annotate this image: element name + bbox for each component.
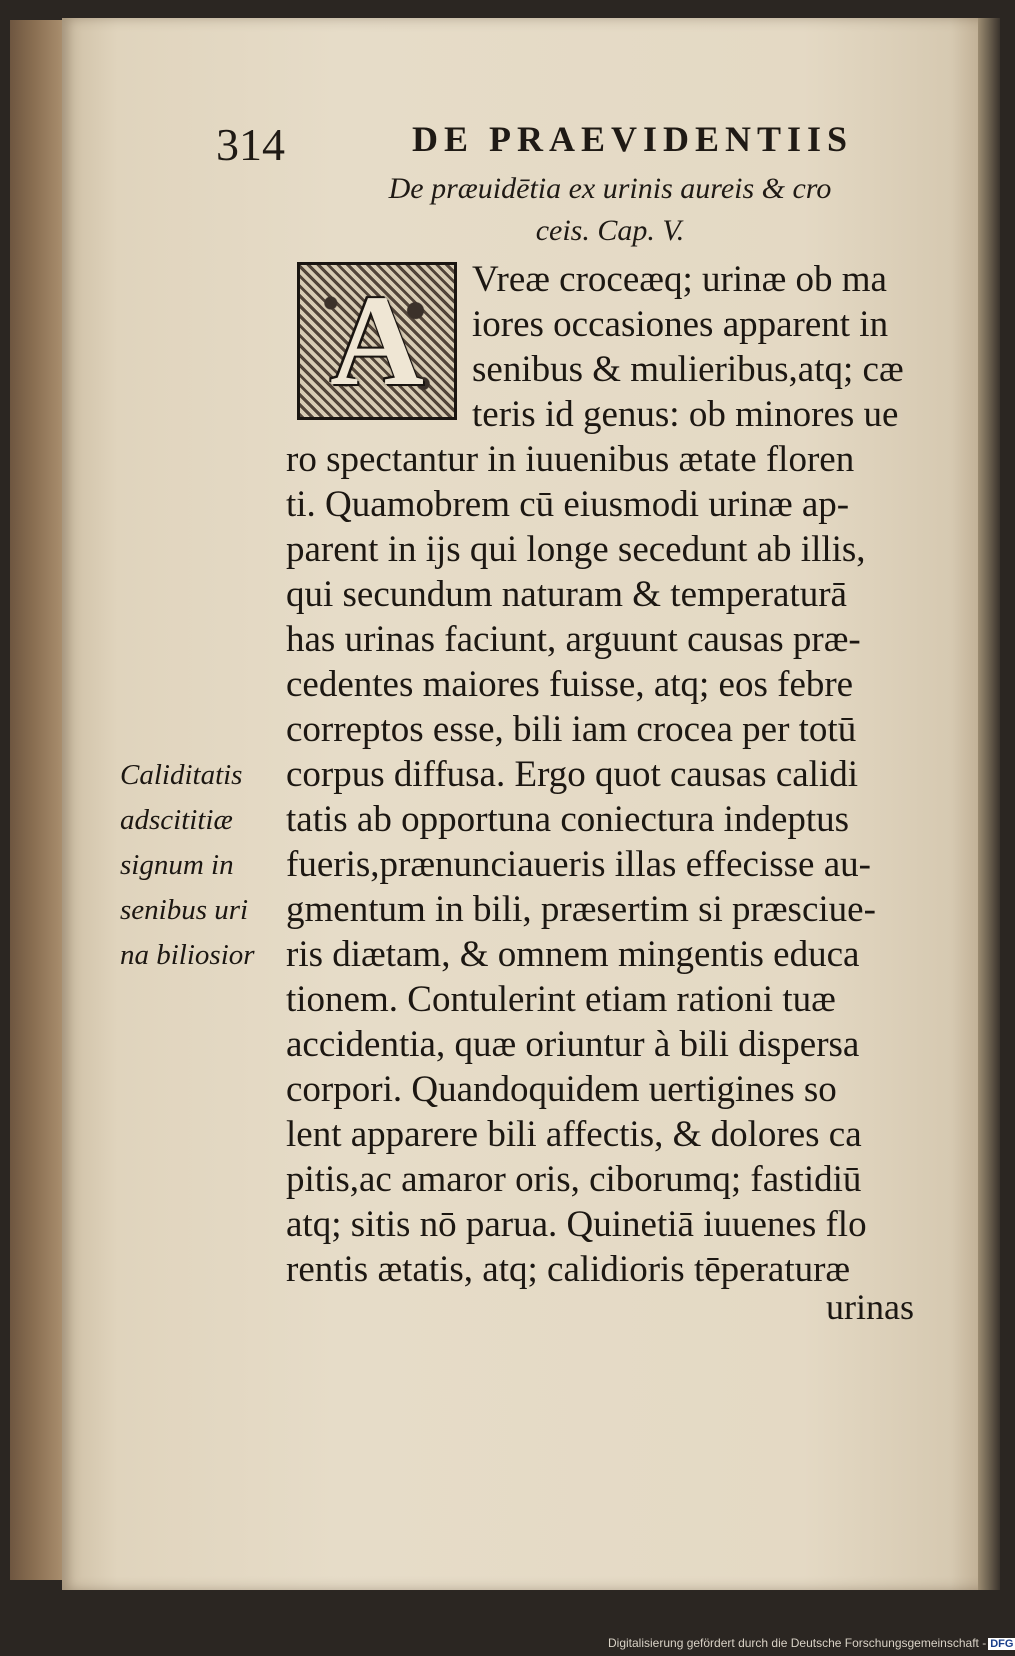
marginal-note-line: Caliditatis <box>120 759 243 791</box>
text-line: corpus diffusa. Ergo quot causas calidi <box>286 754 859 795</box>
text-line: Vreæ croceæq; urinæ ob ma <box>472 259 887 300</box>
text-line: senibus & mulieribus,atq; cæ <box>472 349 904 390</box>
text-line: has urinas faciunt, arguunt causas præ- <box>286 619 861 660</box>
text-line: teris id genus: ob minores ue <box>472 394 899 435</box>
text-line: corpori. Quandoquidem uertigines so <box>286 1069 837 1110</box>
body-text <box>286 257 946 1292</box>
text-line: accidentia, quæ oriuntur à bili dispersa <box>286 1024 860 1065</box>
page-number: 314 <box>216 119 285 170</box>
initial-letter: A <box>330 269 424 413</box>
text-line: atq; sitis nō parua. Quinetiā iuuenes flo <box>286 1204 867 1245</box>
text-line: ris diætam, & omnem mingentis educa <box>286 934 860 975</box>
text-line: lent apparere bili affectis, & dolores ca <box>286 1114 862 1155</box>
text-line: rentis ætatis, atq; calidioris tēperaturæ <box>286 1249 851 1290</box>
marginal-note-line: signum in <box>120 849 234 881</box>
running-head: DE PRAEVIDENTIIS <box>412 119 854 159</box>
chapter-title <box>330 168 890 252</box>
text-line: fueris,prænunciaueris illas effecisse au- <box>286 844 871 885</box>
marginal-note-line: na biliosior <box>120 939 255 971</box>
marginal-note-line: senibus uri <box>120 894 249 926</box>
text-line: pitis,ac amaror oris, ciborumq; fastidiū <box>286 1159 862 1200</box>
text-line: ro spectantur in iuuenibus ætate floren <box>286 439 855 480</box>
text-line: correptos esse, bili iam crocea per totū <box>286 709 857 750</box>
text-line: tatis ab opportuna coniectura indeptus <box>286 799 850 840</box>
text-line: iores occasiones apparent in <box>472 304 889 345</box>
chapter-title-line: ceis. Cap. V. <box>535 214 685 247</box>
chapter-title-line: De præuidētia ex urinis aureis & cro <box>388 172 832 205</box>
dfg-logo: DFG <box>990 1638 1014 1650</box>
digitization-footer <box>608 1636 1015 1650</box>
text-line: parent in ijs qui longe secedunt ab illis, <box>286 529 866 570</box>
page-right-edge <box>978 18 1000 1590</box>
marginal-note-line: adscititiæ <box>120 804 233 836</box>
footer-text: Digitalisierung gefördert durch die Deutsche Forschungsgemeinschaft - <box>608 1636 987 1650</box>
text-line: ti. Quamobrem cū eiusmodi urinæ ap- <box>286 484 850 525</box>
marginal-note <box>120 753 280 978</box>
text-line: gmentum in bili, præsertim si præsciue- <box>286 889 876 930</box>
catchword: urinas <box>826 1287 914 1327</box>
text-line: tionem. Contulerint etiam rationi tuæ <box>286 979 836 1020</box>
text-line: cedentes maiores fuisse, atq; eos febre <box>286 664 854 705</box>
text-line: qui secundum naturam & temperaturā <box>286 574 847 615</box>
